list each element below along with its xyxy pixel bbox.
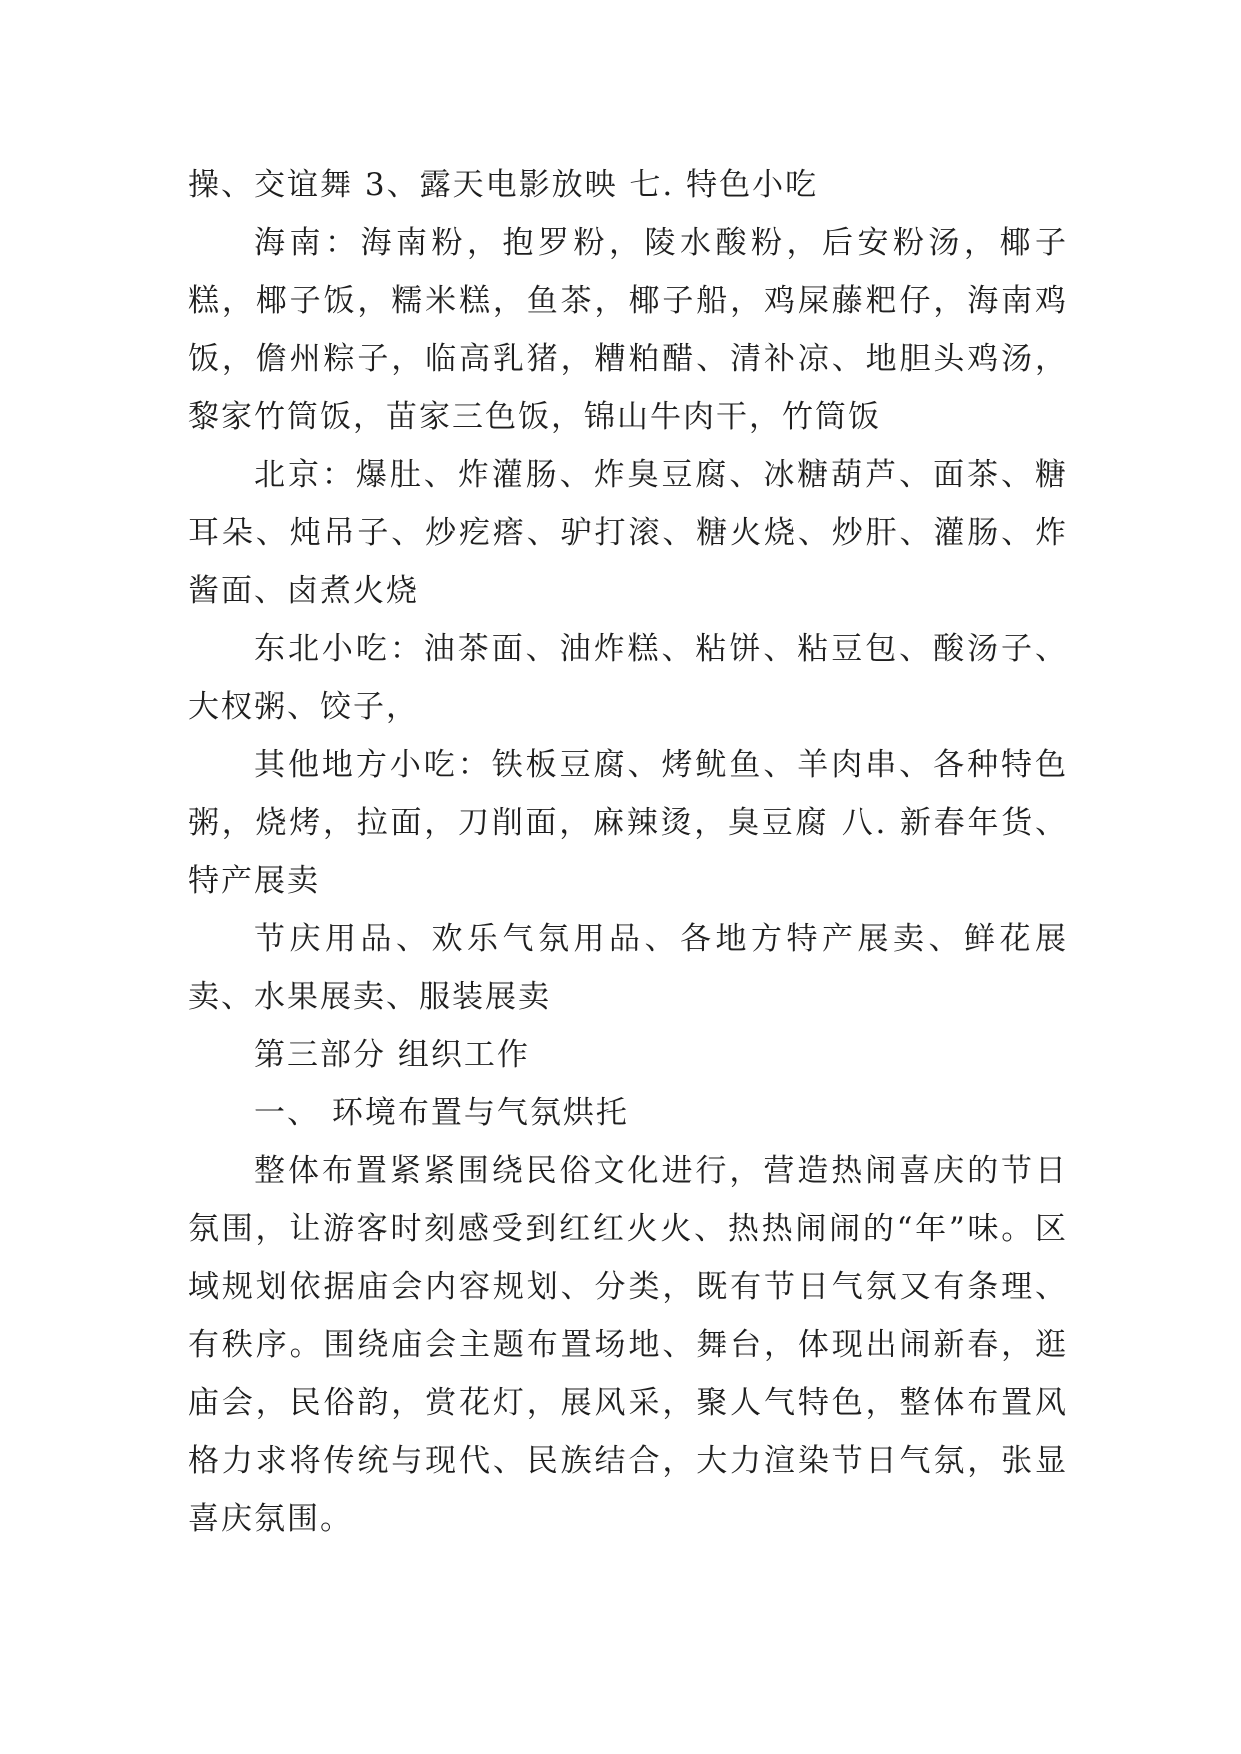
- section-heading-part-three: 第三部分 组织工作: [254, 1037, 530, 1073]
- paragraph-other-snacks: 其他地方小吃：铁板豆腐、烤鱿鱼、羊肉串、各种特色粥，烧烤，拉面，刀削面，麻辣烫，臭豆腐 八. 新春年货、特产展卖: [188, 747, 1068, 899]
- paragraph-environment-layout: 整体布置紧紧围绕民俗文化进行，营造热闹喜庆的节日氛围，让游客时刻感受到红红火火、热热闹闹的“年”味。区域规划依据庙会内容规划、分类，既有节日气氛又有条理、有秩序。围绕庙会主题布置场地、舞台，体现出闹新春，逛庙会，民俗韵，赏花灯，展风采，聚人气特色，整体布置风格力求将传统与现代、民族结合，大力渲染节日气氛，张显喜庆氛围。: [188, 1153, 1068, 1537]
- paragraph-festival-goods: 节庆用品、欢乐气氛用品、各地方特产展卖、鲜花展卖、水果展卖、服装展卖: [188, 921, 1068, 1015]
- paragraph-beijing-snacks: 北京：爆肚、炸灌肠、炸臭豆腐、冰糖葫芦、面茶、糖耳朵、炖吊子、炒疙瘩、驴打滚、糖火烧、炒肝、灌肠、炸酱面、卤煮火烧: [188, 457, 1068, 609]
- paragraph-activities-tail: 操、交谊舞 3、露天电影放映 七. 特色小吃: [188, 167, 819, 203]
- paragraph-northeast-snacks: 东北小吃：油茶面、油炸糕、粘饼、粘豆包、酸汤子、大杈粥、饺子，: [188, 631, 1068, 725]
- subsection-heading-environment: 一、 环境布置与气氛烘托: [254, 1095, 629, 1131]
- document-body: [188, 156, 1068, 1548]
- paragraph-hainan-snacks: 海南：海南粉，抱罗粉，陵水酸粉，后安粉汤，椰子糕，椰子饭，糯米糕，鱼茶，椰子船，鸡屎藤粑仔，海南鸡饭，儋州粽子，临高乳猪，糟粕醋、清补凉、地胆头鸡汤，黎家竹筒饭，苗家三色饭，锦山牛肉干，竹筒饭: [188, 225, 1068, 435]
